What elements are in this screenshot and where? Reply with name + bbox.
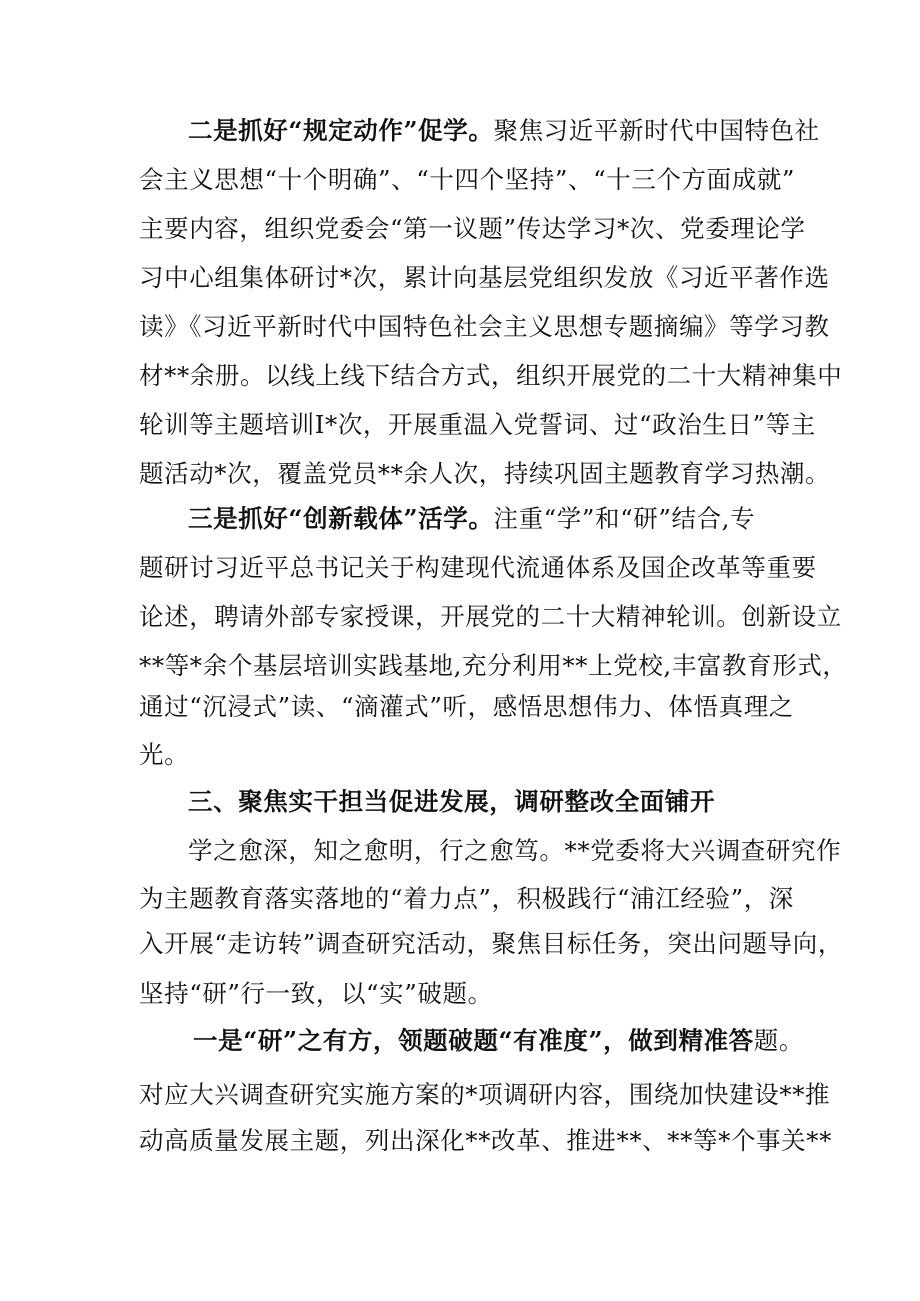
paragraph-line: 会主义思想“十个明确”、“十四个坚持”、“十三个方面成就” (139, 165, 796, 194)
paragraph-line: 对应大兴调查研究实施方案的*项调研内容，围绕加快建设**推 (139, 1080, 831, 1109)
paragraph-line: 题活动*次，覆盖党员**余人次，持续巩固主题教育学习热潮。 (139, 459, 831, 488)
paragraph-line: **等*余个基层培训实践基地,充分利用**上党校,丰富教育形式， (139, 651, 848, 680)
paragraph-line: 学之愈深，知之愈明，行之愈笃。**党委将大兴调查研究作 (188, 836, 842, 865)
paragraph-line: 主要内容，组织党委会“第一议题”传达学习*次、党委理论学 (139, 214, 806, 243)
line-text: 注重“学”和“研”结合,专 (493, 504, 756, 533)
paragraph-line: 为主题教育落实落地的“着力点”，积极践行“浦江经验”，深 (139, 884, 794, 913)
paragraph-line: 动高质量发展主题，列出深化**改革、推进**、**等*个事关** (139, 1126, 832, 1155)
section-heading (188, 777, 799, 826)
bold-lead: 二是抓好“规定动作”促学。 (188, 116, 494, 145)
paragraph-line: 习中心组集体研讨*次，累计向基层党组织发放《习近平著作选 (139, 263, 830, 292)
paragraph-line (188, 106, 820, 155)
paragraph-line: 轮训等主题培训I*次，开展重温入党誓词、过“政治生日”等主 (139, 410, 816, 439)
bold-lead: 三是抓好“创新载体”活学。 (188, 504, 494, 533)
line-text: 聚焦习近平新时代中国特色社 (493, 116, 820, 145)
heading-text: 三、聚焦实干担当促进发展，调研整改全面铺开 (188, 787, 716, 816)
paragraph-line: 光。 (139, 740, 190, 769)
bold-lead: 一是“研”之有方，领题破题“有准度”，做到精准答 (193, 1026, 754, 1055)
paragraph-line: 入开展“走访转”调查研究活动，聚焦目标任务，突出问题导向， (139, 929, 843, 958)
paragraph-line: 坚持“研”行一致，以“实”破题。 (139, 979, 493, 1008)
paragraph-line: 题研讨习近平总书记关于构建现代流通体系及国企改革等重要 (139, 553, 817, 582)
paragraph-line: 材**余册。以线上线下结合方式，组织开展党的二十大精神集中 (139, 361, 843, 390)
paragraph-line: 读》《习近平新时代中国特色社会主义思想专题摘编》等学习教 (139, 312, 830, 341)
paragraph-line (188, 494, 799, 543)
paragraph-line: 通过“沉浸式”读、“滴灌式”听，感悟思想伟力、体悟真理之 (139, 692, 794, 721)
paragraph-line (193, 1016, 804, 1065)
paragraph-line: 论述，聘请外部专家授课，开展党的二十大精神轮训。创新设立 (139, 602, 842, 631)
line-text: 题。 (753, 1026, 804, 1055)
